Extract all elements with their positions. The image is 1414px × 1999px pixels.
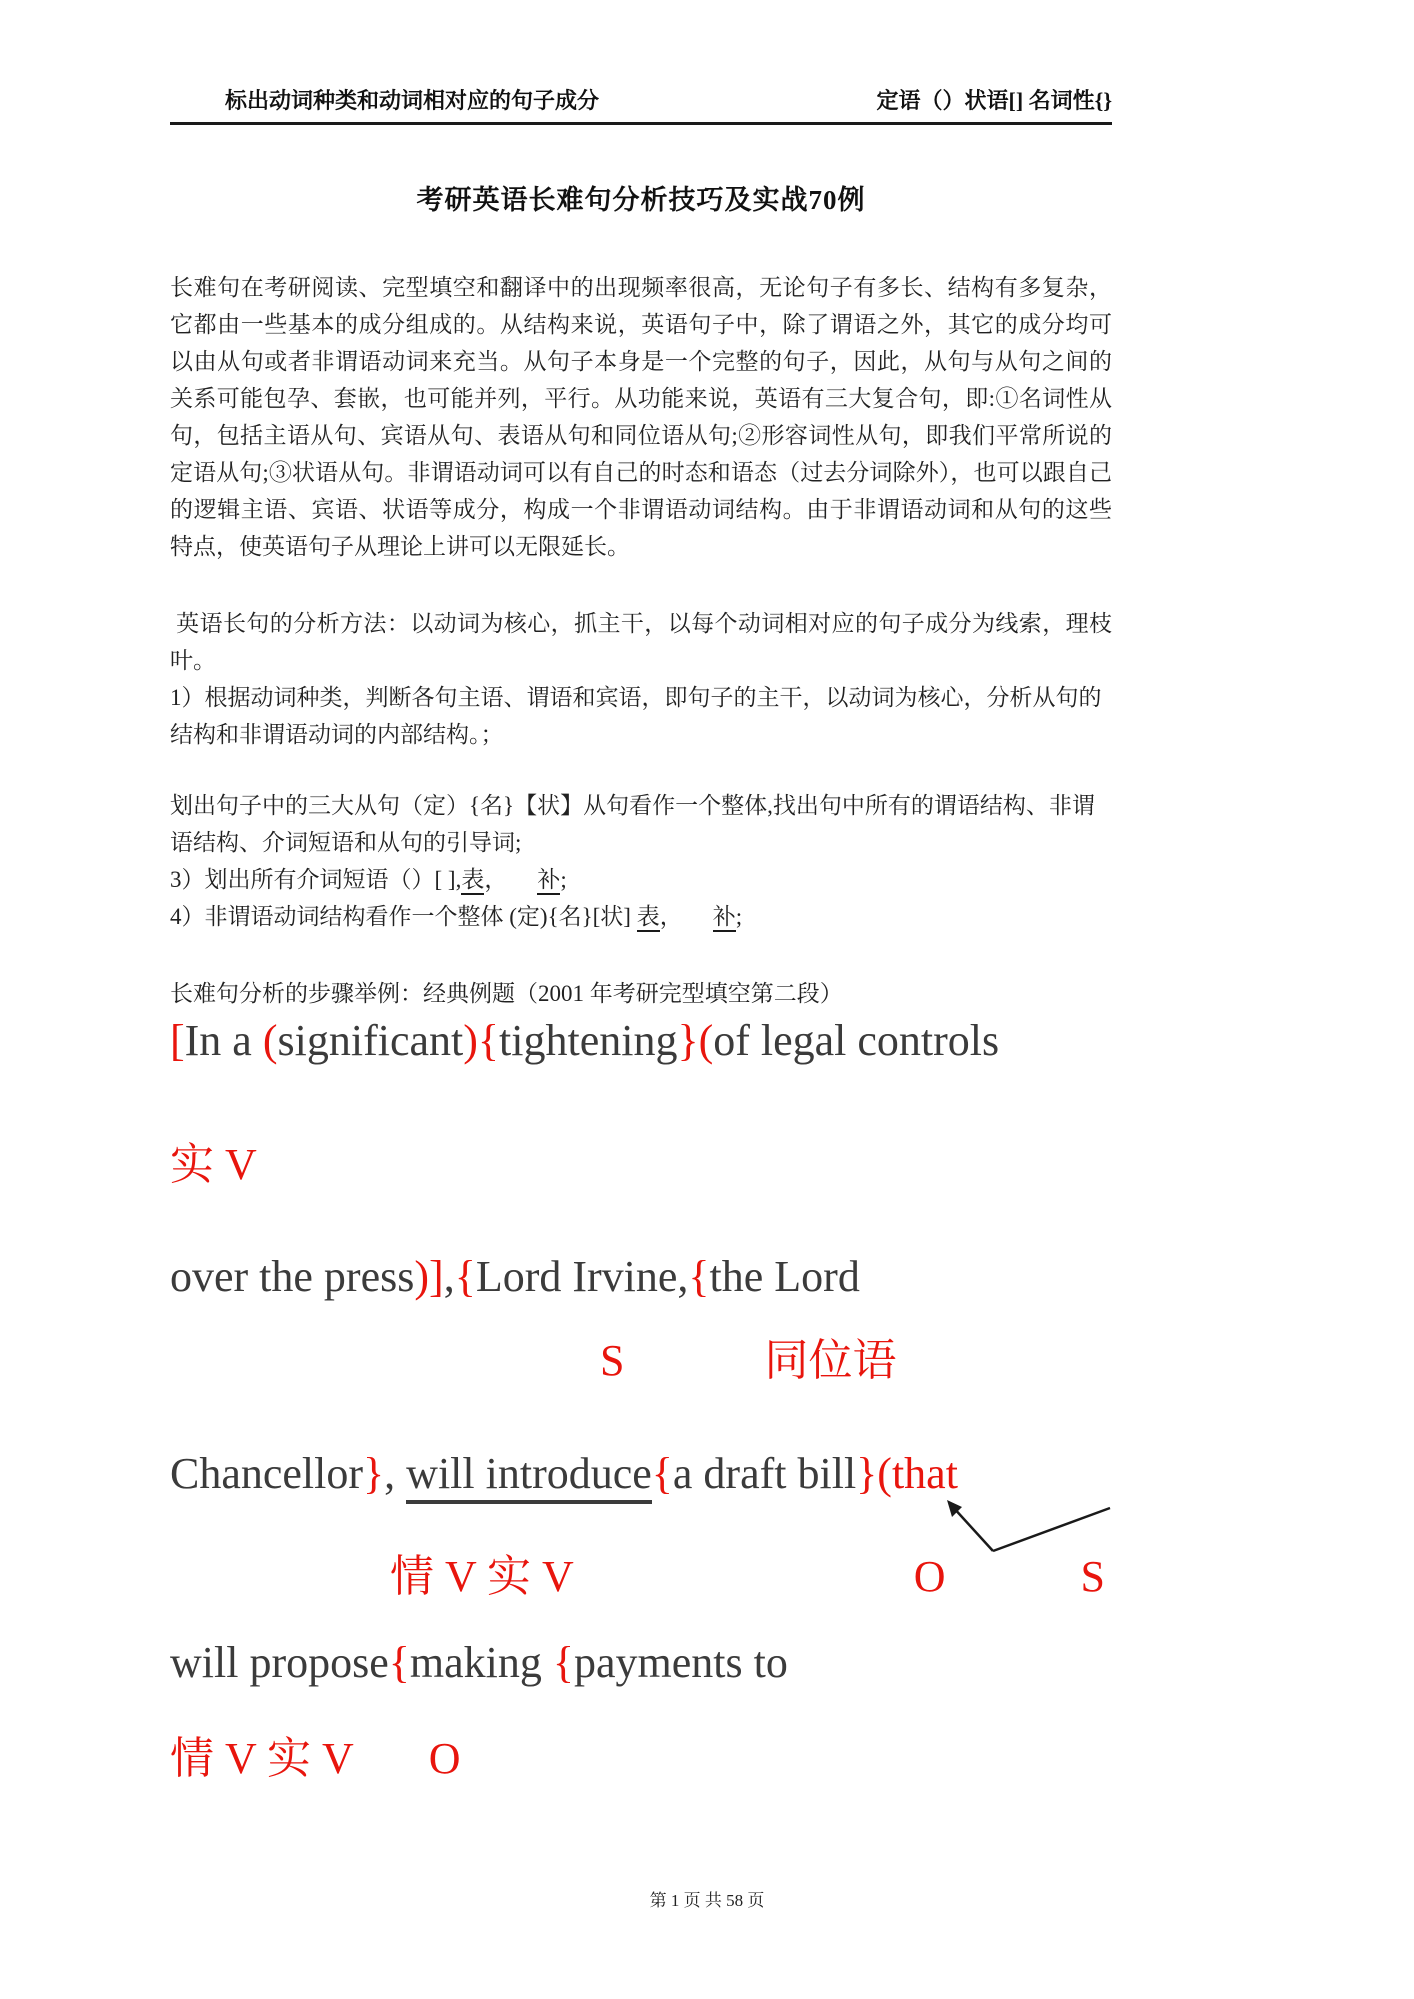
sentence-line-3 [170,1445,1310,1503]
sentence-text: Chancellor [170,1449,364,1498]
sentence-line-4 [170,1634,1310,1692]
sentence-text: In a [184,1016,263,1065]
sentence-text: a draft bill [672,1449,857,1498]
verb-underlined: will introduce [406,1449,652,1504]
close-marks: )] [414,1252,444,1301]
apposition-label: 同位语 [764,1336,897,1385]
step3-underlined-biao: 表 [461,867,484,895]
sentence-text: of legal controls [713,1016,1000,1065]
sentence-text: payments to [574,1638,788,1687]
annotation-line-qing-v-shi-v-o [170,1730,1310,1788]
intro-paragraph: 长难句在考研阅读、完型填空和翻译中的出现频率很高，无论句子有多长、结构有多复杂，它都由一些基本的成分组成的。从结构来说，英语句子中，除了谓语之外，其它的成分均可以由从句或者非谓语动词来充当。从句子本身是一个完整的句子，因此，从句与从句之间的关系可能包孕、套嵌，也可能并列，平行。从功能来说，英语有三大复合句，即:①名词性从句，包括主语从句、宾语从句、表语从句和同位语从句;②形容词性从句，即我们平常所说的定语从句;③状语从句。非谓语动词可以有自己的时态和语态（过去分词除外），也可以跟自己的逻辑主语、宾语、状语等成分，构成一个非谓语动词结构。由于非谓语动词和从句的这些特点，使英语句子从理论上讲可以无限延长。 [170,275,1112,559]
method-step-1: 1）根据动词种类，判断各句主语、谓语和宾语，即句子的主干，以动词为核心，分析从句的结构和非谓语动词的内部结构。； [170,685,1102,747]
paren-brace-mark: ){ [463,1016,500,1065]
object-mark: O [428,1734,461,1783]
step3-text: 3）划出所有介词短语（）[ ], [170,867,462,892]
comma: , [384,1449,407,1498]
sentence-text: making [409,1638,553,1687]
subject-mark: S [600,1336,625,1385]
sentence-analysis [170,1012,1310,1788]
document-title: 考研英语长难句分析技巧及实战70例 [416,185,866,215]
subject-mark: S [1080,1552,1106,1601]
brace-paren-mark: }( [677,1016,714,1065]
brace-mark: } [363,1449,385,1498]
step4-text: 4）非谓语动词结构看作一个整体 (定){名}[状] [170,904,637,929]
spacer [170,753,1112,787]
step3-underlined-bu: 补 [537,867,560,895]
step4-underlined-biao: 表 [637,904,660,932]
step3-suffix: ; [560,867,567,892]
sentence-text: significant [277,1016,464,1065]
sentence-text: the Lord [709,1252,860,1301]
comma: , [443,1252,455,1301]
verb-marks: 情 V 实 V [170,1734,354,1783]
method-section [170,605,1112,935]
paren-mark: ( [262,1016,278,1065]
step3-separator: ， [484,867,508,892]
annotation-arrow [940,1494,1120,1564]
that-clause-mark: (that [877,1449,958,1498]
verb-marks: 情 V 实 V [390,1552,574,1601]
method-paragraph: 英语长句的分析方法：以动词为核心，抓主干，以每个动词相对应的句子成分为线索，理枝叶。 [170,611,1112,673]
page-header [170,84,1112,125]
brace-mark: { [651,1449,673,1498]
annotation-line-s-apposition [170,1332,1310,1390]
step4-suffix: ; [735,904,743,929]
header-left-text: 标出动词种类和动词相对应的句子成分 [225,88,600,113]
sentence-text: will propose [170,1638,389,1687]
document-body [170,130,1112,1008]
brace-mark: { [454,1252,476,1301]
sentence-text: tightening [499,1016,678,1065]
bracket-mark: [ [170,1016,185,1065]
sentence-line-1 [170,1012,1310,1070]
annotation-line-qing-v-shi-v-o-s [170,1548,1310,1606]
sentence-text: over the press [170,1252,415,1301]
step4-underlined-bu: 补 [713,904,736,932]
brace-mark: { [388,1638,410,1687]
method-step-2: 划出句子中的三大从句（定）{名}【状】从句看作一个整体,找出句中所有的谓语结构、非谓语结构、介词短语和从句的引导词; [170,793,1095,855]
object-mark: O [913,1552,946,1601]
step4-separator: ， [659,904,683,929]
header-right-text: 定语（）状语[] 名词性{} [876,88,1112,113]
example-caption: 长难句分析的步骤举例：经典例题（2001 年考研完型填空第二段） [170,981,843,1006]
page-number: 第 1 页 共 58 页 [649,1891,765,1910]
sentence-text: Lord Irvine, [475,1252,689,1301]
annotation-line-shi-v: 实 V [170,1140,257,1189]
brace-mark: } [856,1449,878,1498]
method-step-4 [170,898,1112,935]
brace-mark: { [552,1638,574,1687]
sentence-line-2 [170,1248,1310,1306]
method-step-3 [170,861,1112,898]
brace-mark: { [688,1252,710,1301]
